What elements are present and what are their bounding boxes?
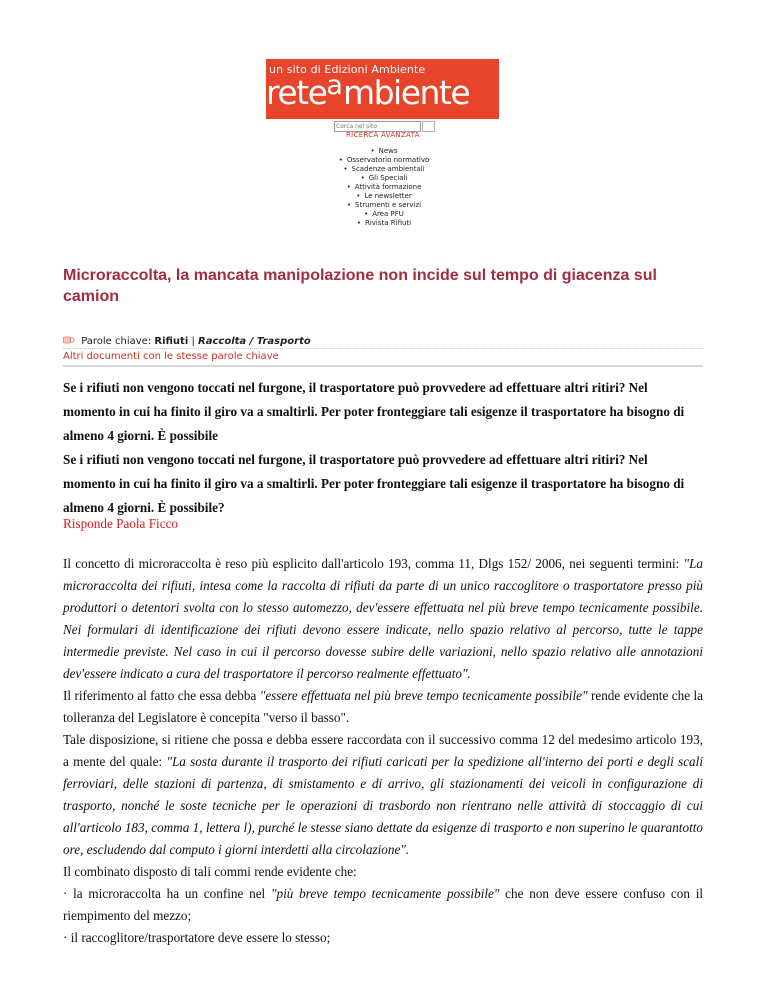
keyword-raccolta-trasporto[interactable]: Raccolta / Trasporto xyxy=(198,336,311,347)
keywords-label: Parole chiave: xyxy=(81,336,152,347)
site-logo[interactable] xyxy=(266,59,499,119)
nav-item-area-pfu[interactable]: • Area PFU xyxy=(0,210,768,219)
tag-icon xyxy=(63,336,75,345)
question-text: Se i rifiuti non vengono toccati nel furgone, il trasportatore può provvedere ad effettuare altri ritiri? Nel momento in cui ha finito il giro va a smaltirli. Per poter fronteggiare tali esigenze il trasportatore ha bisogno di almeno 4 giorni. È possibile xyxy=(63,380,685,443)
body-paragraph: · il raccoglitore/trasportatore deve essere lo stesso; xyxy=(63,930,331,945)
nav-item-news[interactable]: • News xyxy=(0,147,768,156)
logo-wordmark: rete$^a$mbiente xyxy=(266,70,470,112)
body-paragraph: Tale disposizione, si ritiene che possa e debba essere raccordata con il successivo comma 12 del medesimo articolo 193, a mente del quale: "La sosta durante il trasporto dei rifiuti caricati per la spedizione all'interno dei porti e degli scali ferroviari, delle stazioni di partenza, di smistamento e di arrivo, gli stazionamenti dei veicoli in configurazione di trasporto, nonché le soste tecniche per le operazioni di trasbordo non rientrano nelle attività di stoccaggio di cui all'articolo 183, comma 1, lettera l), purché le stesse siano dettate da esigenze di trasporto e non superino le quarantotto ore, escludendo dal computo i giorni interdetti alla circolazione". xyxy=(63,732,703,857)
body-paragraph: Il combinato disposto di tali commi rende evidente che: xyxy=(63,864,357,879)
keyword-rifiuti[interactable]: Rifiuti xyxy=(154,336,189,347)
article-body xyxy=(63,553,703,949)
nav-item-le-newsletter[interactable]: • Le newsletter xyxy=(0,192,768,201)
question-block xyxy=(63,376,703,520)
divider xyxy=(63,348,703,349)
search-button[interactable] xyxy=(422,121,435,132)
advanced-search-link[interactable]: RICERCA AVANZATA xyxy=(346,131,420,139)
body-paragraph: Il concetto di microraccolta è reso più esplicito dall'articolo 193, comma 11, Dlgs 152/ 2006, nei seguenti termini: "La microraccolta dei rifiuti, intesa come la raccolta di rifiuti da parte di un unico raccoglitore o trasportatore presso più produttori o detentori svolta con lo stesso automezzo, dev'essere effettuata nel più breve tempo tecnicamente possibile. Nei formulari di identificazione dei rifiuti devono essere indicate, nello spazio relativo al percorso, tutte le tappe intermedie previste. Nel caso in cui il percorso dovesse subire delle variazioni, nello spazio relativo alle annotazioni dev'essere indicato a cura del trasportatore il percorso realmente effettuato". xyxy=(63,556,703,681)
related-documents-link[interactable]: Altri documenti con le stesse parole chiave xyxy=(63,351,279,362)
body-paragraph: Il riferimento al fatto che essa debba "essere effettuata nel più breve tempo tecnicamente possibile" rende evidente che la tolleranza del Legislatore è concepita "verso il basso". xyxy=(63,688,703,725)
keywords-row xyxy=(63,335,703,349)
nav-item-scadenze-ambientali[interactable]: • Scadenze ambientali xyxy=(0,165,768,174)
logo-tagline: un sito di Edizioni Ambiente xyxy=(269,63,426,76)
nav-item-gli-speciali[interactable]: • Gli Speciali xyxy=(0,174,768,183)
divider xyxy=(63,365,703,367)
article-title: Microraccolta, la mancata manipolazione non incide sul tempo di giacenza sul camion xyxy=(63,267,657,305)
nav-item-osservatorio-normativo[interactable]: • Osservatorio normativo xyxy=(0,156,768,165)
nav-item-rivista-rifiuti[interactable]: • Rivista Rifiuti xyxy=(0,219,768,228)
nav-item-attivita-formazione[interactable]: • Attività formazione xyxy=(0,183,768,192)
main-nav xyxy=(0,147,768,228)
nav-item-strumenti-e-servizi[interactable]: • Strumenti e servizi xyxy=(0,201,768,210)
body-paragraph: · la microraccolta ha un confine nel "più breve tempo tecnicamente possibile" che non deve essere confuso con il riempimento del mezzo; xyxy=(63,886,704,923)
responder-name: Risponde Paola Ficco xyxy=(63,516,179,531)
keyword-separator: | xyxy=(191,336,195,347)
question-text: Se i rifiuti non vengono toccati nel furgone, il trasportatore può provvedere ad effettuare altri ritiri? Nel momento in cui ha finito il giro va a smaltirli. Per poter fronteggiare tali esigenze il trasportatore ha bisogno di almeno 4 giorni. È possibile? xyxy=(63,452,685,515)
